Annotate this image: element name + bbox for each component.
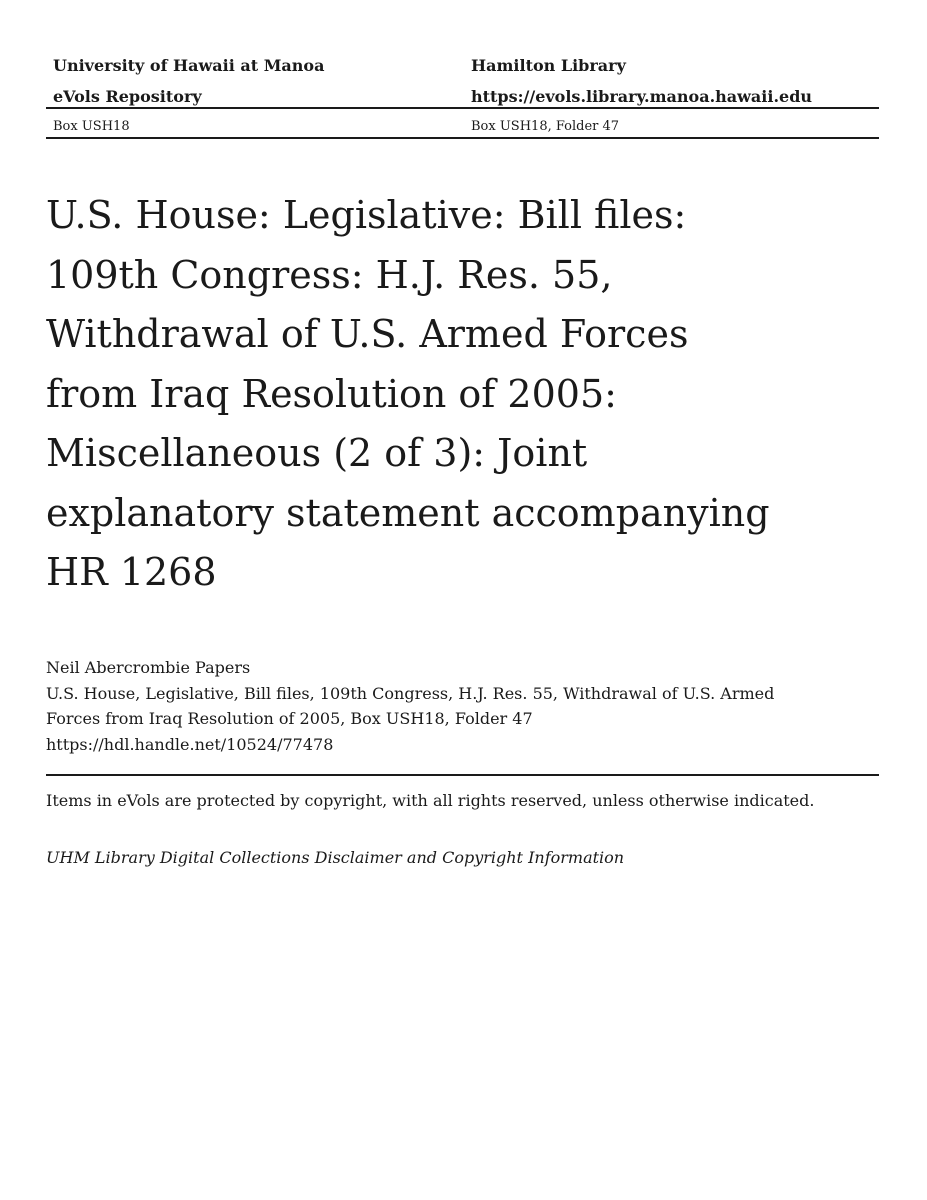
title-line: from Iraq Resolution of 2005: xyxy=(46,371,617,416)
title-line: Withdrawal of U.S. Armed Forces xyxy=(46,312,689,356)
institution-name: University of Hawaii at Manoa xyxy=(53,56,325,75)
handle-link[interactable]: https://hdl.handle.net/10524/77478 xyxy=(46,735,334,754)
library-name: Hamilton Library xyxy=(471,56,626,75)
box-folder-label: Box USH18, Folder 47 xyxy=(471,119,620,134)
footer-divider xyxy=(46,774,879,776)
title-line: explanatory statement accompanying xyxy=(46,490,770,535)
title-line: U.S. House: Legislative: Bill files: xyxy=(46,193,687,237)
header-divider xyxy=(46,107,879,109)
document-title xyxy=(46,186,806,603)
box-label: Box USH18 xyxy=(53,119,130,134)
copyright-notice: Items in eVols are protected by copyright, with all rights reserved, unless otherwise indicated. xyxy=(46,791,815,810)
subheader-divider xyxy=(46,137,879,139)
description-line: U.S. House, Legislative, Bill files, 109th Congress, H.J. Res. 55, Withdrawal of U.S. Armed xyxy=(46,684,775,703)
repository-url-link[interactable]: https://evols.library.manoa.hawaii.edu xyxy=(471,87,813,106)
description-line: Forces from Iraq Resolution of 2005, Box USH18, Folder 47 xyxy=(46,709,533,728)
title-line: 109th Congress: H.J. Res. 55, xyxy=(46,252,613,297)
repository-name: eVols Repository xyxy=(53,87,202,106)
collection-name: Neil Abercrombie Papers xyxy=(46,658,251,677)
disclaimer-link[interactable]: UHM Library Digital Collections Disclaimer and Copyright Information xyxy=(46,848,625,867)
title-line: Miscellaneous (2 of 3): Joint xyxy=(46,431,588,475)
title-line: HR 1268 xyxy=(46,550,217,594)
